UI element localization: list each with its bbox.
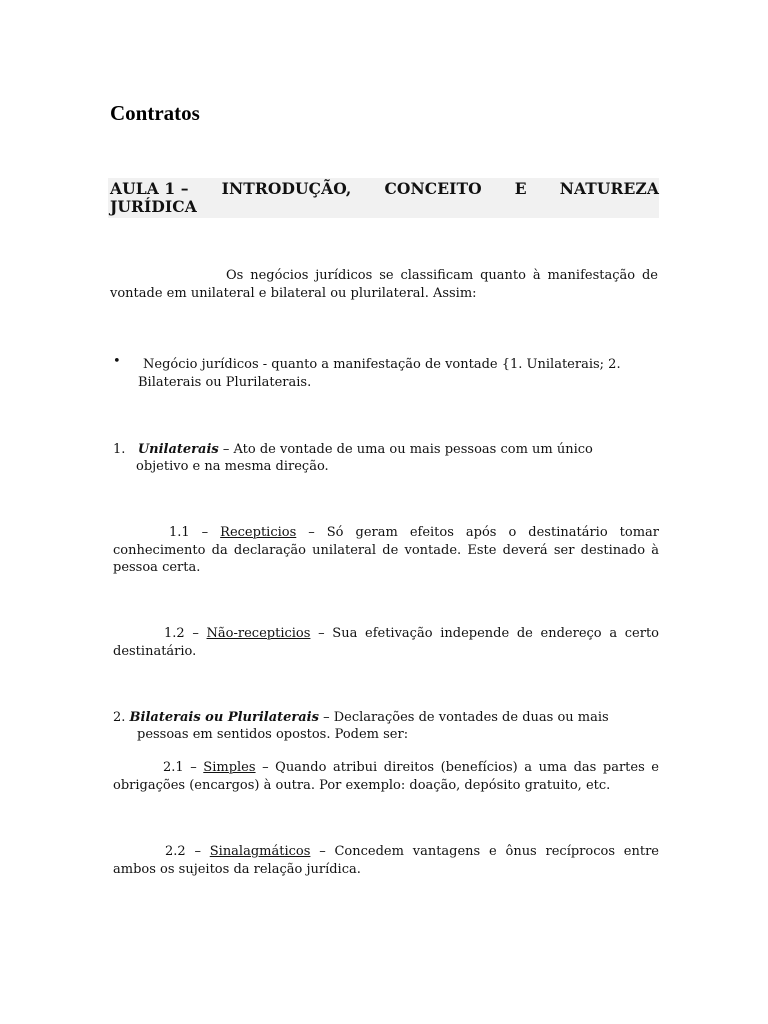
item-2-1-text: – Quando atribui direitos (benefícios) a uma das partes e obrigações (encargos) à outra. Por exemplo: doação, depósito gratuito, etc. <box>113 760 659 793</box>
section-1-heading <box>113 441 659 459</box>
lesson-heading-line2: JURÍDICA <box>110 197 197 216</box>
item-2-2-prefix: 2.2 – <box>165 844 210 859</box>
item-2-1-paragraph <box>113 759 659 794</box>
lesson-heading-line1 <box>110 179 659 198</box>
section-2-heading <box>113 709 659 727</box>
item-2-2-paragraph <box>113 843 659 878</box>
lesson-heading-word: AULA 1 – <box>110 179 189 198</box>
section-1-text-line2: objetivo e na mesma direção. <box>136 459 329 474</box>
item-2-1-term: Simples <box>203 760 256 775</box>
section-2-text: – Declarações de vontades de duas ou mais <box>318 710 609 725</box>
item-1-2-prefix: 1.2 – <box>164 626 207 641</box>
item-1-1-prefix: 1.1 – <box>169 525 221 540</box>
section-2-number: 2. <box>113 710 126 725</box>
item-1-1-paragraph <box>113 524 659 577</box>
item-1-1-text: – Só geram efeitos após o destinatário tomar conhecimento da declaração unilateral de vontade. Este deverá ser destinado à pessoa certa. <box>113 525 659 575</box>
section-1-term: Unilaterais <box>137 442 219 457</box>
section-1-text: – Ato de vontade de uma ou mais pessoas com um único <box>218 442 593 457</box>
item-2-1-prefix: 2.1 – <box>163 760 204 775</box>
bullet-item-line2: Bilaterais ou Plurilaterais. <box>138 375 312 390</box>
item-1-2-text: – Sua efetivação independe de endereço a certo destinatário. <box>113 626 659 659</box>
section-1-number: 1. <box>113 442 126 457</box>
item-2-2-text: – Concedem vantagens e ônus recíprocos entre ambos os sujeitos da relação jurídica. <box>113 844 659 877</box>
item-2-2-term: Sinalagmáticos <box>209 844 311 859</box>
document-title: Contratos <box>110 101 200 125</box>
bullet-marker: • <box>113 354 121 369</box>
lesson-heading-word: E <box>514 179 527 198</box>
bullet-item-line1: Negócio jurídicos - quanto a manifestação de vontade {1. Unilaterais; 2. <box>143 357 621 372</box>
lesson-heading-word: NATUREZA <box>559 179 659 198</box>
intro-paragraph: Os negócios jurídicos se classificam quanto à manifestação de vontade em unilateral e bilateral ou plurilateral. Assim: <box>110 268 658 301</box>
item-1-2-term: Não-recepticios <box>206 626 311 641</box>
lesson-heading <box>108 178 659 218</box>
item-1-1-term: Recepticios <box>220 525 297 540</box>
section-2-term: Bilaterais ou Plurilaterais <box>129 710 319 725</box>
section-2-text-line2: pessoas em sentidos opostos. Podem ser: <box>137 727 409 742</box>
lesson-heading-word: CONCEITO <box>384 179 482 198</box>
lesson-heading-word: INTRODUÇÃO, <box>221 179 352 198</box>
item-1-2-paragraph <box>113 625 659 660</box>
